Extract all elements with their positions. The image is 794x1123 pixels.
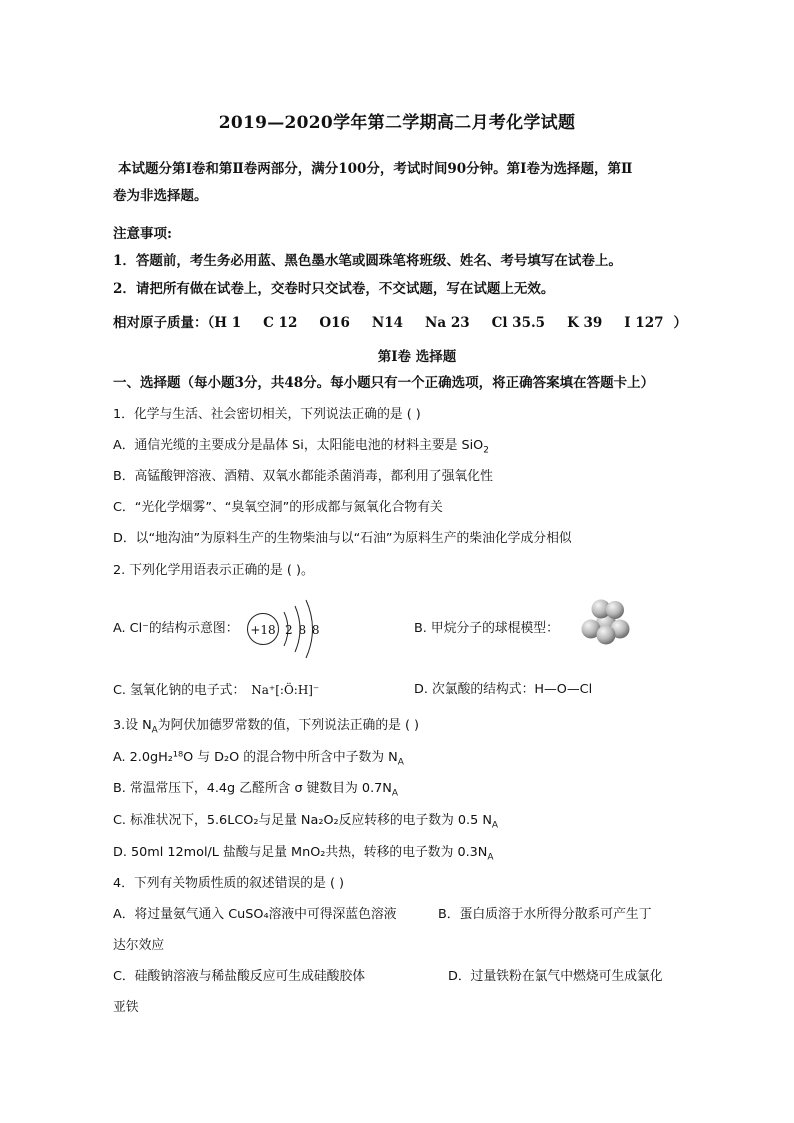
q2-option-b-label: B. 甲烷分子的球棍模型：: [414, 621, 559, 636]
section-title: 第Ⅰ卷 选择题: [377, 349, 457, 365]
q4-option-d-cont: 亚铁: [113, 1000, 139, 1015]
atomic-mass-open: （: [207, 315, 215, 331]
atomic-mass-line: [113, 314, 709, 332]
atomic-mass-label: 相对原子质量：: [113, 315, 208, 331]
electron-shells: 2 8 8: [285, 623, 320, 637]
notes-item-1: 1．答题前，考生务必用蓝、黑色墨水笔或圆珠笔将班级、姓名、考号填写在试卷上。: [113, 253, 622, 269]
chloride-ion-structure-diagram: [244, 598, 328, 660]
sodium-hydroxide-electron-formula: Na⁺[:Ö:H]⁻: [251, 683, 320, 697]
atomic-mass-k: K 39: [567, 315, 603, 331]
atomic-mass-na: Na 23: [425, 315, 470, 331]
q4-option-c: C．硅酸钠溶液与稀盐酸反应可生成硅酸胶体: [113, 969, 366, 984]
q2-option-c-label: C. 氢氧化钠的电子式：: [113, 683, 246, 698]
methane-ball-stick-model-icon: [581, 599, 631, 645]
q1-stem: 1．化学与生活、社会密切相关，下列说法正确的是 ( ): [113, 407, 421, 422]
q3-option-a-text: A. 2.0gH₂¹⁸O 与 D₂O 的混合物中所含中子数为 N: [113, 750, 398, 765]
q3-option-c-sub: A: [491, 820, 499, 831]
q4-option-d: D．过量铁粉在氯气中燃烧可生成氯化: [448, 969, 663, 984]
q3-option-c: [113, 812, 498, 830]
q3-option-c-text: C. 标准状况下，5.6LCO₂与足量 Na₂O₂反应转移的电子数为 0.5 N: [113, 813, 492, 828]
notes-heading: 注意事项:: [113, 226, 172, 242]
q3-option-d: [113, 844, 494, 862]
notes-item-2: 2．请把所有做在试卷上，交卷时只交试卷，不交试题，写在试题上无效。: [113, 281, 555, 297]
q3-option-a-sub: A: [397, 757, 404, 768]
q1-option-c: C．“光化学烟雾”、“臭氧空洞”的形成都与氮氧化合物有关: [113, 500, 443, 515]
q4-option-b-cont: 达尔效应: [113, 938, 165, 953]
q1-option-d: D．以“地沟油”为原料生产的生物柴油与以“石油”为原料生产的柴油化学成分相似: [113, 531, 572, 546]
q4-option-b: B．蛋白质溶于水所得分散系可产生丁: [438, 907, 652, 922]
hypochlorous-acid-formula: H—O—Cl: [534, 682, 593, 697]
part1-heading: 一、选择题（每小题3分，共48分。每小题只有一个正确选项，将正确答案填在答题卡上）: [113, 375, 655, 391]
q3-option-b-text: B. 常温常压下，4.4g 乙醛所含 σ 键数目为 0.7N: [113, 781, 392, 796]
q4-option-a: A．将过量氨气通入 CuSO₄溶液中可得深蓝色溶液: [113, 907, 397, 922]
q2-stem: 2. 下列化学用语表示正确的是 ( )。: [113, 563, 314, 578]
q3-option-b: [113, 780, 398, 798]
q3-stem-pre: 3.设 N: [113, 718, 152, 733]
q2-option-d-label: D. 次氯酸的结构式：: [414, 682, 535, 697]
q1-option-a: [113, 437, 489, 455]
atomic-mass-o: O16: [319, 315, 350, 331]
q2-option-d: [414, 681, 592, 699]
q3-stem-post: 为阿伏加德罗常数的值，下列说法正确的是 ( ): [157, 718, 420, 733]
intro-line-2: 卷为非选择题。: [113, 188, 208, 204]
q1-option-a-sub: 2: [483, 445, 489, 456]
page-title: 2019—2020学年第二学期高二月考化学试题: [218, 113, 576, 133]
q2-option-a-label: A. Cl⁻的结构示意图：: [113, 621, 239, 636]
intro-line-1: 本试题分第Ⅰ卷和第Ⅱ卷两部分，满分100分，考试时间90分钟。第Ⅰ卷为选择题，第Ⅱ: [118, 161, 633, 177]
q4-stem: 4．下列有关物质性质的叙述错误的是 ( ): [113, 876, 345, 891]
nucleus-charge: +18: [250, 623, 276, 637]
atomic-mass-h: H 1: [214, 315, 242, 331]
q2-option-c: [113, 681, 319, 700]
q3-option-d-sub: A: [487, 852, 494, 863]
q3-option-b-sub: A: [391, 788, 398, 799]
q3-stem: [113, 717, 419, 735]
q3-option-a: [113, 749, 404, 767]
atomic-mass-n: N14: [371, 315, 404, 331]
atomic-mass-i: I 127: [624, 315, 664, 331]
q1-option-a-text: A．通信光缆的主要成分是晶体 Si，太阳能电池的材料主要是 SiO: [113, 438, 484, 453]
atomic-mass-cl: Cl 35.5: [491, 315, 546, 331]
q1-option-b: B．高锰酸钾溶液、酒精、双氧水都能杀菌消毒，都利用了强氧化性: [113, 469, 493, 484]
atomic-mass-c: C 12: [263, 315, 298, 331]
atomic-mass-close: ）: [673, 315, 687, 331]
q3-stem-sub: A: [151, 725, 158, 736]
q3-option-d-text: D. 50ml 12mol/L 盐酸与足量 MnO₂共热，转移的电子数为 0.3N: [113, 845, 488, 860]
